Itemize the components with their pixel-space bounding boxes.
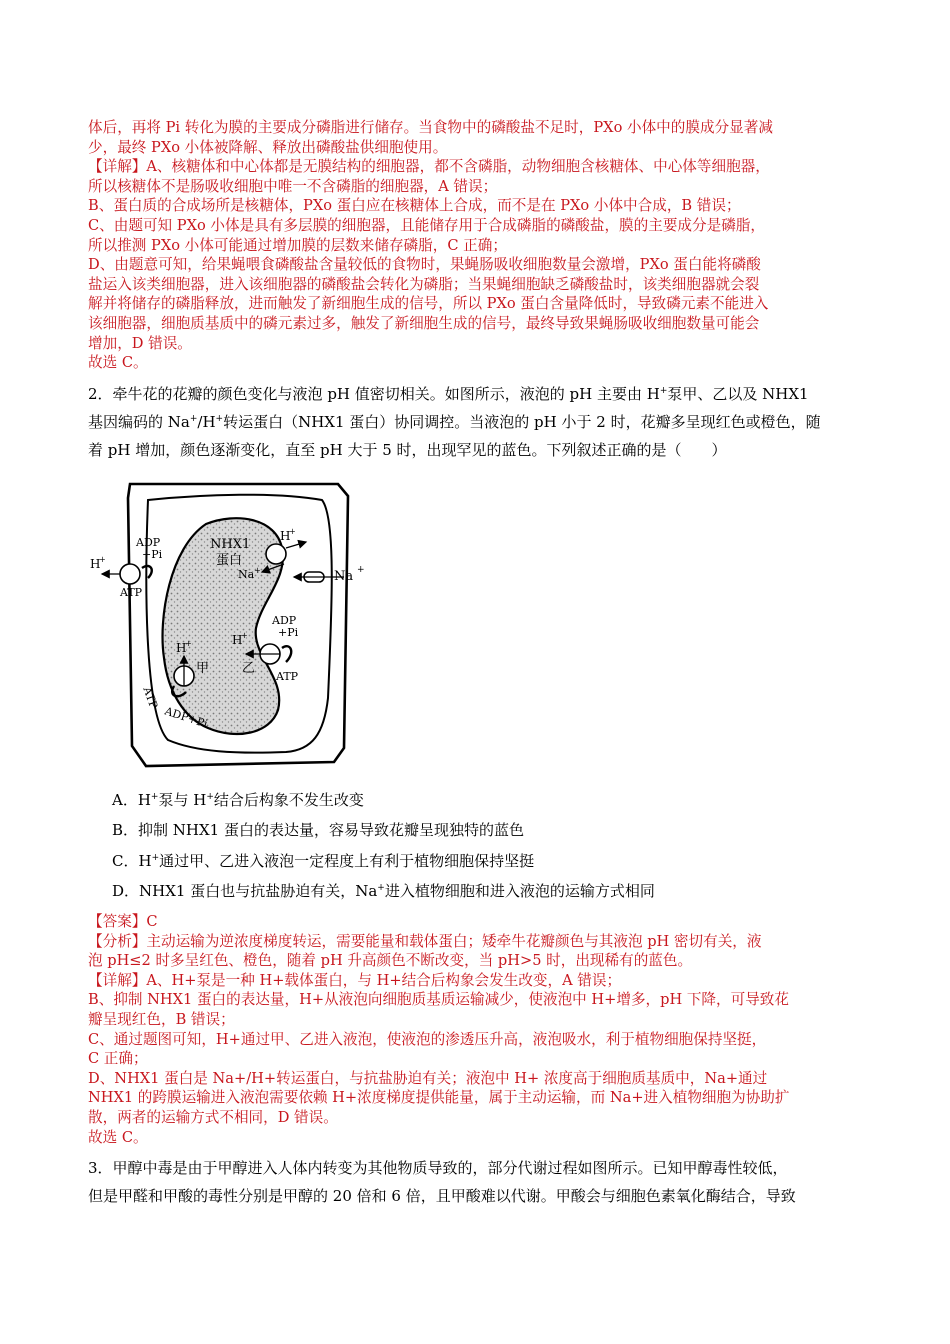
text-line: C、通过题图可知，H+通过甲、乙进入液泡，使液泡的渗透压升高，液泡吸水，利于植物细胞保持坚挺， bbox=[88, 1030, 767, 1048]
text-line: D、由题意可知，给果蝇喂食磷酸盐含量较低的食物时，果蝇肠吸收细胞数量会激增，PXo 蛋白能将磷酸 bbox=[88, 256, 761, 274]
svg-text:ATP: ATP bbox=[140, 685, 161, 711]
h-pump-membrane bbox=[120, 564, 140, 584]
text-line: 少，最终 PXo 小体被降解、释放出磷酸盐供细胞使用。 bbox=[88, 138, 448, 156]
text-line: D、NHX1 蛋白是 Na+/H+转运蛋白，与抗盐胁迫有关；液泡中 H+ 浓度高于细胞质基质中，Na+通过 bbox=[88, 1069, 768, 1087]
question-2-stem bbox=[88, 380, 878, 464]
svg-text:ATP: ATP bbox=[120, 586, 143, 599]
text-line: 瓣呈现红色，B 错误； bbox=[88, 1010, 235, 1028]
explanation-1 bbox=[88, 118, 878, 373]
svg-text:H: H bbox=[232, 633, 243, 647]
text-line: 泡 pH≤2 时多呈红色、橙色，随着 pH 升高颜色不断改变，当 pH>5 时，出现稀有的蓝色。 bbox=[88, 952, 693, 970]
svg-text:乙: 乙 bbox=[242, 661, 256, 676]
question-3-stem bbox=[88, 1154, 878, 1210]
svg-text:H: H bbox=[90, 557, 101, 571]
text-line: 所以推测 PXo 小体可能通过增加膜的层数来储存磷脂，C 正确； bbox=[88, 236, 507, 254]
question-line: 着 pH 增加，颜色逐渐变化，直至 pH 大于 5 时，出现罕见的蓝色。下列叙述正确的是（ ） bbox=[88, 441, 727, 459]
text-line: C、由题可知 PXo 小体是具有多层膜的细胞器，且能储存用于合成磷脂的磷酸盐，膜的主要成分是磷脂， bbox=[88, 216, 765, 234]
svg-text:H: H bbox=[280, 529, 291, 543]
svg-text:+: + bbox=[99, 555, 106, 564]
cell-diagram bbox=[86, 478, 376, 770]
svg-text:NHX1: NHX1 bbox=[210, 537, 251, 552]
text-line: 故选 C。 bbox=[88, 354, 148, 372]
option-b[interactable]: B．抑制 NHX1 蛋白的表达量，容易导致花瓣呈现独特的蓝色 bbox=[112, 821, 524, 839]
explanation-2 bbox=[88, 912, 878, 1147]
question-line: 基因编码的 Na+/H+转运蛋白（NHX1 蛋白）协同调控。当液泡的 pH 小于 2 时，花瓣多呈现红色或橙色，随 bbox=[88, 413, 821, 431]
text-line: 所以核糖体不是肠吸收细胞中唯一不含磷脂的细胞器，A 错误； bbox=[88, 177, 498, 195]
text-line: 【答案】C bbox=[88, 913, 158, 930]
text-line: 体后，再将 Pi 转化为膜的主要成分磷脂进行储存。当食物中的磷酸盐不足时，PXo 小体中的膜成分显著减 bbox=[88, 119, 773, 136]
svg-text:Na: Na bbox=[238, 568, 255, 581]
svg-text:+Pi: +Pi bbox=[278, 626, 299, 639]
text-line: 【分析】主动运输为逆浓度梯度转运，需要能量和载体蛋白；矮牵牛花瓣颜色与其液泡 pH 密切有关，液 bbox=[88, 932, 762, 950]
option-d[interactable]: D．NHX1 蛋白也与抗盐胁迫有关，Na+进入植物细胞和进入液泡的运输方式相同 bbox=[112, 882, 655, 900]
option-a[interactable]: A．H+泵与 H+结合后构象不发生改变 bbox=[112, 791, 364, 809]
text-line: 【详解】A、核糖体和中心体都是无膜结构的细胞器，都不含磷脂，动物细胞含核糖体、中心体等细胞器， bbox=[88, 158, 770, 176]
text-line: 解并将储存的磷脂释放，进而触发了新细胞生成的信号，所以 PXo 蛋白含量降低时，导致磷元素不能进入 bbox=[88, 295, 769, 313]
text-line: 增加，D 错误。 bbox=[88, 334, 192, 352]
svg-text:甲: 甲 bbox=[196, 661, 210, 676]
svg-text:+: + bbox=[185, 639, 192, 648]
svg-text:ADP: ADP bbox=[272, 614, 297, 627]
text-line: C 正确； bbox=[88, 1050, 148, 1068]
question-line: 但是甲醛和甲酸的毒性分别是甲醇的 20 倍和 6 倍，且甲酸难以代谢。甲酸会与细胞色素氧化酶结合，导致 bbox=[88, 1187, 796, 1205]
text-line: B、抑制 NHX1 蛋白的表达量，H+从液泡向细胞质基质运输减少，使液泡中 H+增多，pH 下降，可导致花 bbox=[88, 991, 789, 1009]
text-line: B、蛋白质的合成场所是核糖体，PXo 蛋白应在核糖体上合成，而不是在 PXo 小体中合成，B 错误； bbox=[88, 197, 741, 215]
text-line: 故选 C。 bbox=[88, 1128, 148, 1146]
nhx1-protein bbox=[266, 544, 286, 564]
text-line: NHX1 的跨膜运输进入液泡需要依赖 H+浓度梯度提供能量，属于主动运输，而 Na+进入植物细胞为协助扩 bbox=[88, 1089, 790, 1107]
text-line: 【详解】A、H+泵是一种 H+载体蛋白，与 H+结合后构象会发生改变，A 错误； bbox=[88, 971, 622, 989]
option-c[interactable]: C．H+通过甲、乙进入液泡一定程度上有利于植物细胞保持坚挺 bbox=[112, 852, 535, 870]
text-line: 该细胞器，细胞质基质中的磷元素过多，触发了新细胞生成的信号，最终导致果蝇肠吸收细胞数量可能会 bbox=[88, 314, 760, 332]
svg-text:+: + bbox=[241, 631, 248, 640]
svg-text:ADP: ADP bbox=[136, 536, 161, 549]
svg-text:+: + bbox=[357, 565, 365, 575]
svg-text:Na: Na bbox=[334, 569, 354, 584]
text-line: 散，两者的运输方式不相同，D 错误。 bbox=[88, 1108, 338, 1126]
svg-text:+: + bbox=[289, 527, 296, 536]
svg-text:蛋白: 蛋白 bbox=[216, 553, 243, 568]
svg-text:ATP: ATP bbox=[276, 670, 299, 683]
svg-text:H: H bbox=[176, 641, 187, 655]
text-line: 盐运入该类细胞器，进入该细胞器的磷酸盐会转化为磷脂；当果蝇细胞缺乏磷酸盐时，该类细胞器就会裂 bbox=[88, 275, 760, 293]
question-line: 3．甲醇中毒是由于甲醇进入人体内转变为其他物质导致的，部分代谢过程如图所示。已知甲醇毒性较低， bbox=[88, 1159, 788, 1177]
question-line: 2．牵牛花的花瓣的颜色变化与液泡 pH 值密切相关。如图所示，液泡的 pH 主要由 H+泵甲、乙以及 NHX1 bbox=[88, 385, 809, 403]
svg-text:+Pi: +Pi bbox=[142, 548, 163, 561]
svg-text:ADP+Pi: ADP+Pi bbox=[163, 704, 210, 731]
svg-text:+: + bbox=[254, 566, 261, 575]
